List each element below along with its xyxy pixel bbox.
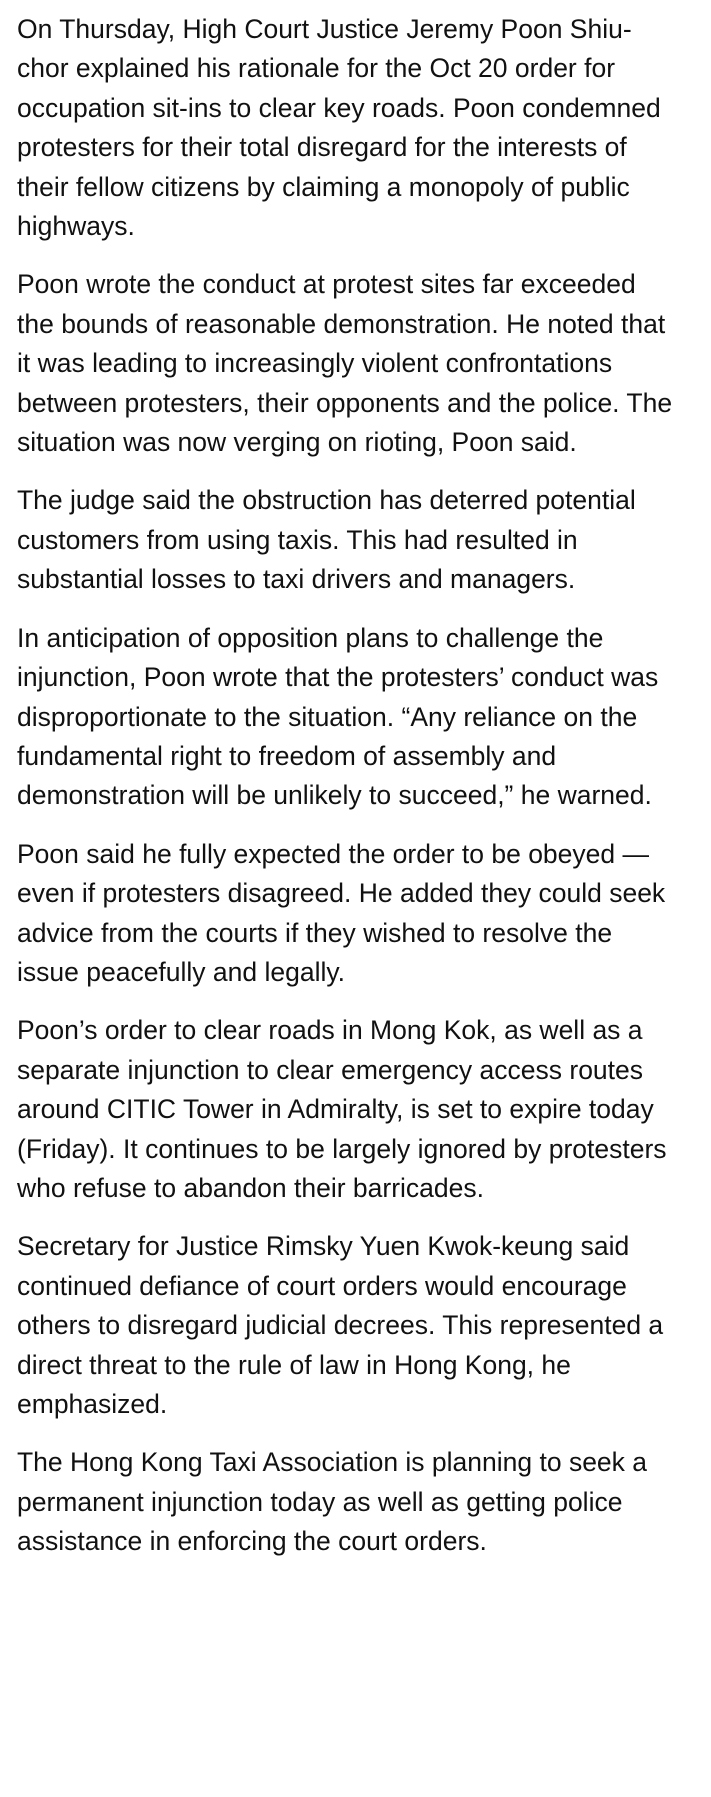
paragraph-3: The judge said the obstruction has deterred potential customers from using taxis. This had resulted in substantial losses to taxi drivers and managers.: [17, 485, 636, 595]
paragraph-8: The Hong Kong Taxi Association is planning to seek a permanent injunction today as well as getting police assistance in enforcing the court orders.: [17, 1447, 648, 1557]
paragraph-2: Poon wrote the conduct at protest sites far exceeded the bounds of reasonable demonstration. He noted that it was leading to increasingly violent confrontations between protesters, their opponents and the police. The situation was now verging on rioting, Poon said.: [17, 269, 673, 458]
paragraph-1: On Thursday, High Court Justice Jeremy Poon Shiu-chor explained his rationale for the Oct 20 order for occupation sit-ins to clear key roads. Poon condemned protesters for their total disregard for the interests of their fellow citizens by claiming a monopoly of public highways.: [17, 14, 661, 242]
paragraph-4: In anticipation of opposition plans to challenge the injunction, Poon wrote that the protesters’ conduct was disproportionate to the situation. “Any reliance on the fundamental right to freedom of assembly and demonstration will be unlikely to succeed,” he warned.: [17, 622, 659, 811]
article-body: [17, 10, 677, 1562]
paragraph-7: Secretary for Justice Rimsky Yuen Kwok-keung said continued defiance of court orders would encourage others to disregard judicial decrees. This represented a direct threat to the rule of law in Hong Kong, he emphasized.: [17, 1231, 664, 1419]
paragraph-5: Poon said he fully expected the order to be obeyed — even if protesters disagreed. He added they could seek advice from the courts if they wished to resolve the issue peacefully and legally.: [17, 838, 666, 987]
paragraph-6: Poon’s order to clear roads in Mong Kok, as well as a separate injunction to clear emergency access routes around CITIC Tower in Admiralty, is set to expire today (Friday). It continues to be largely ignored by protesters who refuse to abandon their barricades.: [17, 1015, 667, 1203]
